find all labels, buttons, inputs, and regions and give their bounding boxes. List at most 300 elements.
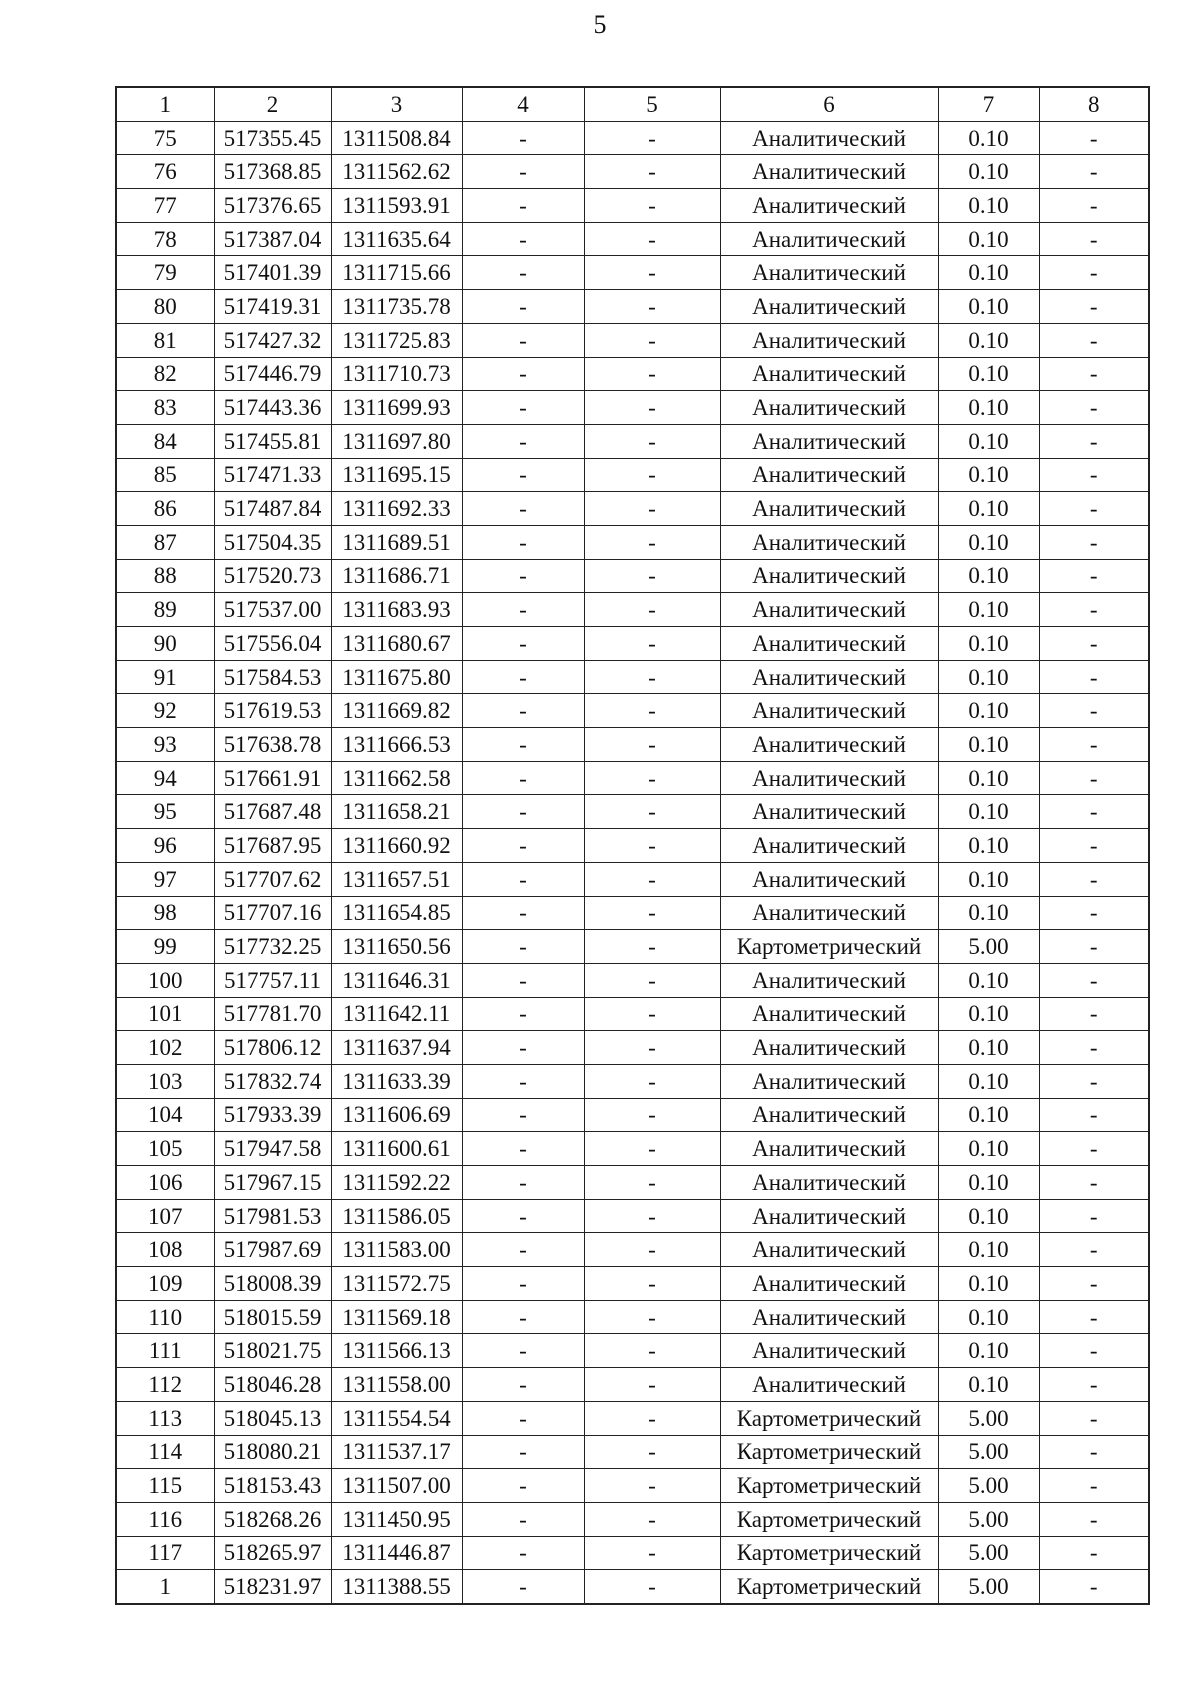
table-cell: 107: [116, 1199, 214, 1233]
table-cell: 0.10: [938, 458, 1039, 492]
table-cell: 518008.39: [214, 1267, 331, 1301]
table-cell: 0.10: [938, 121, 1039, 155]
table-cell: 0.10: [938, 1267, 1039, 1301]
table-cell: 518080.21: [214, 1435, 331, 1469]
table-cell: 100: [116, 963, 214, 997]
table-cell: -: [462, 694, 584, 728]
table-cell: 93: [116, 728, 214, 762]
table-cell: Аналитический: [720, 559, 938, 593]
table-cell: -: [584, 1469, 720, 1503]
table-cell: 0.10: [938, 1098, 1039, 1132]
table-cell: -: [584, 1031, 720, 1065]
table-cell: 517981.53: [214, 1199, 331, 1233]
table-cell: -: [1039, 1233, 1149, 1267]
table-cell: Аналитический: [720, 357, 938, 391]
table-cell: Аналитический: [720, 458, 938, 492]
table-row: [116, 391, 1149, 425]
table-cell: -: [462, 829, 584, 863]
table-cell: -: [1039, 1502, 1149, 1536]
table-cell: Аналитический: [720, 795, 938, 829]
table-cell: -: [584, 391, 720, 425]
table-cell: -: [462, 930, 584, 964]
table-cell: 0.10: [938, 1300, 1039, 1334]
table-cell: -: [584, 323, 720, 357]
table-cell: 1311669.82: [331, 694, 462, 728]
table-cell: -: [462, 458, 584, 492]
table-cell: Картометрический: [720, 1570, 938, 1604]
table-cell: 0.10: [938, 222, 1039, 256]
table-row: [116, 896, 1149, 930]
table-cell: Картометрический: [720, 930, 938, 964]
table-cell: -: [1039, 660, 1149, 694]
table-row: [116, 660, 1149, 694]
table-cell: 0.10: [938, 155, 1039, 189]
table-cell: 106: [116, 1166, 214, 1200]
table-cell: Аналитический: [720, 1064, 938, 1098]
table-cell: -: [584, 1132, 720, 1166]
table-cell: -: [584, 1570, 720, 1604]
table-cell: 517401.39: [214, 256, 331, 290]
table-cell: 1311699.93: [331, 391, 462, 425]
table-row: [116, 963, 1149, 997]
table-row: [116, 1199, 1149, 1233]
table-row: [116, 121, 1149, 155]
table-cell: -: [1039, 525, 1149, 559]
table-cell: Аналитический: [720, 256, 938, 290]
table-cell: -: [584, 1334, 720, 1368]
table-cell: 1311650.56: [331, 930, 462, 964]
table-cell: -: [462, 525, 584, 559]
table-cell: 517520.73: [214, 559, 331, 593]
table-cell: Аналитический: [720, 222, 938, 256]
table-row: [116, 1368, 1149, 1402]
table-cell: 0.10: [938, 761, 1039, 795]
table-row: [116, 559, 1149, 593]
table-cell: -: [462, 593, 584, 627]
table-cell: -: [1039, 896, 1149, 930]
table-cell: 517806.12: [214, 1031, 331, 1065]
table-cell: 90: [116, 627, 214, 661]
table-cell: -: [584, 559, 720, 593]
table-cell: -: [1039, 1199, 1149, 1233]
table-cell: 82: [116, 357, 214, 391]
table-cell: 1311562.62: [331, 155, 462, 189]
table-cell: 0.10: [938, 593, 1039, 627]
table-cell: 1311592.22: [331, 1166, 462, 1200]
table-row: [116, 256, 1149, 290]
table-cell: 517355.45: [214, 121, 331, 155]
table-cell: 0.10: [938, 424, 1039, 458]
table-cell: 1311508.84: [331, 121, 462, 155]
table-row: [116, 492, 1149, 526]
table-cell: 517446.79: [214, 357, 331, 391]
table-cell: Аналитический: [720, 290, 938, 324]
table-cell: 0.10: [938, 323, 1039, 357]
table-cell: 0.10: [938, 1233, 1039, 1267]
table-cell: Аналитический: [720, 1098, 938, 1132]
table-row: [116, 1502, 1149, 1536]
table-cell: 517707.16: [214, 896, 331, 930]
table-cell: 0.10: [938, 1132, 1039, 1166]
table-cell: -: [462, 761, 584, 795]
table-cell: 103: [116, 1064, 214, 1098]
table-cell: 1311569.18: [331, 1300, 462, 1334]
table-cell: -: [584, 424, 720, 458]
table-row: [116, 930, 1149, 964]
table-cell: 0.10: [938, 1368, 1039, 1402]
table-row: [116, 155, 1149, 189]
table-cell: 517619.53: [214, 694, 331, 728]
table-cell: 1311446.87: [331, 1536, 462, 1570]
table-cell: Аналитический: [720, 1300, 938, 1334]
table-cell: 0.10: [938, 829, 1039, 863]
table-cell: 78: [116, 222, 214, 256]
table-cell: 81: [116, 323, 214, 357]
table-cell: 0.10: [938, 357, 1039, 391]
table-cell: 1311554.54: [331, 1401, 462, 1435]
table-cell: 1311683.93: [331, 593, 462, 627]
table-cell: -: [1039, 728, 1149, 762]
table-cell: -: [584, 1064, 720, 1098]
table-cell: -: [584, 1401, 720, 1435]
table-cell: -: [584, 1435, 720, 1469]
table-cell: -: [1039, 1031, 1149, 1065]
table-cell: -: [584, 660, 720, 694]
table-cell: -: [462, 189, 584, 223]
table-cell: 5.00: [938, 1401, 1039, 1435]
table-cell: 517443.36: [214, 391, 331, 425]
table-cell: 117: [116, 1536, 214, 1570]
table-cell: 1311689.51: [331, 525, 462, 559]
table-cell: -: [1039, 963, 1149, 997]
table-cell: Аналитический: [720, 728, 938, 762]
column-header: 2: [214, 87, 331, 121]
table-cell: 1311507.00: [331, 1469, 462, 1503]
table-cell: -: [1039, 1166, 1149, 1200]
table-header-row: [116, 87, 1149, 121]
table-cell: 517987.69: [214, 1233, 331, 1267]
table-cell: 0.10: [938, 728, 1039, 762]
table-cell: 517661.91: [214, 761, 331, 795]
table-cell: 1311635.64: [331, 222, 462, 256]
table-cell: 1311654.85: [331, 896, 462, 930]
table-cell: -: [584, 290, 720, 324]
table-cell: -: [584, 627, 720, 661]
table-cell: 0.10: [938, 694, 1039, 728]
table-cell: 517687.95: [214, 829, 331, 863]
table-cell: -: [462, 1536, 584, 1570]
table-cell: 96: [116, 829, 214, 863]
table-cell: 517455.81: [214, 424, 331, 458]
table-cell: 5.00: [938, 1570, 1039, 1604]
table-cell: Аналитический: [720, 660, 938, 694]
table-cell: 1311675.80: [331, 660, 462, 694]
table-cell: 1311606.69: [331, 1098, 462, 1132]
table-cell: -: [1039, 121, 1149, 155]
table-row: [116, 1536, 1149, 1570]
table-row: [116, 593, 1149, 627]
table-row: [116, 862, 1149, 896]
table-cell: 518046.28: [214, 1368, 331, 1402]
table-cell: 111: [116, 1334, 214, 1368]
table-cell: 87: [116, 525, 214, 559]
table-cell: 518015.59: [214, 1300, 331, 1334]
table-cell: -: [462, 1233, 584, 1267]
table-cell: -: [1039, 357, 1149, 391]
table-cell: 517757.11: [214, 963, 331, 997]
table-cell: -: [462, 963, 584, 997]
table-row: [116, 189, 1149, 223]
table-cell: 0.10: [938, 627, 1039, 661]
table-cell: -: [584, 357, 720, 391]
table-cell: 94: [116, 761, 214, 795]
table-cell: 75: [116, 121, 214, 155]
table-cell: -: [462, 627, 584, 661]
table-cell: 1311637.94: [331, 1031, 462, 1065]
table-cell: -: [462, 155, 584, 189]
table-cell: 517471.33: [214, 458, 331, 492]
table-cell: -: [584, 1166, 720, 1200]
table-cell: -: [1039, 1064, 1149, 1098]
table-cell: -: [584, 1199, 720, 1233]
table-cell: 517487.84: [214, 492, 331, 526]
table-cell: -: [462, 391, 584, 425]
table-cell: 115: [116, 1469, 214, 1503]
table-cell: 517537.00: [214, 593, 331, 627]
table-cell: -: [584, 155, 720, 189]
table-row: [116, 694, 1149, 728]
table-cell: 1311566.13: [331, 1334, 462, 1368]
table-cell: 517933.39: [214, 1098, 331, 1132]
table-cell: 1311657.51: [331, 862, 462, 896]
table-cell: -: [584, 121, 720, 155]
table-cell: Картометрический: [720, 1469, 938, 1503]
table-cell: -: [462, 1132, 584, 1166]
table-cell: -: [1039, 1469, 1149, 1503]
table-cell: 0.10: [938, 997, 1039, 1031]
table-cell: 1311593.91: [331, 189, 462, 223]
table-cell: 518021.75: [214, 1334, 331, 1368]
table-cell: 83: [116, 391, 214, 425]
table-cell: 518265.97: [214, 1536, 331, 1570]
column-header: 5: [584, 87, 720, 121]
table-cell: -: [462, 256, 584, 290]
table-cell: -: [1039, 222, 1149, 256]
table-cell: Аналитический: [720, 323, 938, 357]
table-cell: -: [462, 862, 584, 896]
table-cell: 1311710.73: [331, 357, 462, 391]
table-row: [116, 424, 1149, 458]
table-cell: -: [584, 593, 720, 627]
table-cell: 0.10: [938, 290, 1039, 324]
table-cell: -: [1039, 862, 1149, 896]
table-cell: 0.10: [938, 862, 1039, 896]
column-header: 3: [331, 87, 462, 121]
table-row: [116, 1098, 1149, 1132]
table-cell: 517967.15: [214, 1166, 331, 1200]
table-cell: -: [462, 795, 584, 829]
table-cell: -: [584, 862, 720, 896]
table-cell: -: [1039, 795, 1149, 829]
table-cell: Аналитический: [720, 593, 938, 627]
table-cell: 109: [116, 1267, 214, 1301]
table-cell: 517707.62: [214, 862, 331, 896]
table-cell: 517832.74: [214, 1064, 331, 1098]
table-row: [116, 1401, 1149, 1435]
table-cell: Аналитический: [720, 424, 938, 458]
table-cell: -: [462, 323, 584, 357]
table-cell: 1311735.78: [331, 290, 462, 324]
table-cell: 1311695.15: [331, 458, 462, 492]
table-cell: -: [462, 1570, 584, 1604]
table-cell: Аналитический: [720, 896, 938, 930]
table-cell: 89: [116, 593, 214, 627]
table-cell: Аналитический: [720, 761, 938, 795]
table-cell: -: [462, 1435, 584, 1469]
table-cell: -: [584, 525, 720, 559]
table-cell: 1311680.67: [331, 627, 462, 661]
column-header: 7: [938, 87, 1039, 121]
table-cell: -: [584, 930, 720, 964]
table-cell: 95: [116, 795, 214, 829]
table-cell: -: [584, 896, 720, 930]
table-cell: 1311686.71: [331, 559, 462, 593]
table-cell: 99: [116, 930, 214, 964]
table-cell: -: [1039, 1536, 1149, 1570]
table-cell: -: [462, 660, 584, 694]
table-row: [116, 1166, 1149, 1200]
table-cell: 1311642.11: [331, 997, 462, 1031]
table-row: [116, 525, 1149, 559]
table-cell: 0.10: [938, 525, 1039, 559]
column-header: 8: [1039, 87, 1149, 121]
table-cell: 0.10: [938, 795, 1039, 829]
table-cell: 517504.35: [214, 525, 331, 559]
table-cell: 1311715.66: [331, 256, 462, 290]
table-cell: Аналитический: [720, 1368, 938, 1402]
table-cell: -: [462, 559, 584, 593]
table-cell: 1311725.83: [331, 323, 462, 357]
table-cell: -: [462, 1502, 584, 1536]
table-cell: Аналитический: [720, 627, 938, 661]
table-cell: 0.10: [938, 559, 1039, 593]
table-cell: 0.10: [938, 1334, 1039, 1368]
table-cell: Аналитический: [720, 492, 938, 526]
table-row: [116, 1469, 1149, 1503]
table-cell: 517419.31: [214, 290, 331, 324]
table-cell: 0.10: [938, 1031, 1039, 1065]
table-cell: Аналитический: [720, 1334, 938, 1368]
table-cell: -: [462, 1031, 584, 1065]
table-cell: 91: [116, 660, 214, 694]
table-cell: 0.10: [938, 1064, 1039, 1098]
table-cell: 518268.26: [214, 1502, 331, 1536]
page-number: 5: [593, 10, 607, 39]
table-cell: -: [584, 458, 720, 492]
table-row: [116, 761, 1149, 795]
table-cell: 105: [116, 1132, 214, 1166]
table-cell: -: [462, 424, 584, 458]
table-cell: 1311558.00: [331, 1368, 462, 1402]
table-row: [116, 1570, 1149, 1604]
table-cell: -: [1039, 1300, 1149, 1334]
table-cell: 85: [116, 458, 214, 492]
table-cell: -: [584, 222, 720, 256]
table-row: [116, 1334, 1149, 1368]
table-row: [116, 1267, 1149, 1301]
table-cell: -: [462, 1334, 584, 1368]
table-cell: -: [584, 1233, 720, 1267]
table-cell: -: [1039, 1435, 1149, 1469]
table-cell: -: [584, 1300, 720, 1334]
table-cell: 0.10: [938, 189, 1039, 223]
table-cell: -: [584, 963, 720, 997]
table-cell: Аналитический: [720, 121, 938, 155]
table-cell: 517387.04: [214, 222, 331, 256]
table-cell: -: [1039, 559, 1149, 593]
table-cell: 0.10: [938, 963, 1039, 997]
table-cell: Аналитический: [720, 963, 938, 997]
table-cell: 0.10: [938, 256, 1039, 290]
table-cell: 0.10: [938, 492, 1039, 526]
column-header: 4: [462, 87, 584, 121]
table-cell: Аналитический: [720, 155, 938, 189]
table-cell: -: [462, 1064, 584, 1098]
table-row: [116, 627, 1149, 661]
table-cell: 104: [116, 1098, 214, 1132]
table-cell: -: [1039, 290, 1149, 324]
table-cell: -: [584, 1368, 720, 1402]
table-cell: -: [1039, 1132, 1149, 1166]
table-row: [116, 290, 1149, 324]
table-cell: -: [584, 189, 720, 223]
table-cell: -: [1039, 1098, 1149, 1132]
table-cell: Аналитический: [720, 189, 938, 223]
table-cell: 1311697.80: [331, 424, 462, 458]
table-row: [116, 728, 1149, 762]
table-cell: -: [462, 1469, 584, 1503]
table-cell: 0.10: [938, 896, 1039, 930]
table-cell: 79: [116, 256, 214, 290]
table-row: [116, 795, 1149, 829]
table-cell: 517732.25: [214, 930, 331, 964]
table-cell: 5.00: [938, 1469, 1039, 1503]
table-cell: 84: [116, 424, 214, 458]
table-cell: 5.00: [938, 1502, 1039, 1536]
table-cell: Картометрический: [720, 1435, 938, 1469]
table-cell: 0.10: [938, 1166, 1039, 1200]
table-cell: -: [462, 1098, 584, 1132]
table-cell: 1311646.31: [331, 963, 462, 997]
table-cell: 517687.48: [214, 795, 331, 829]
table-cell: -: [1039, 189, 1149, 223]
table-cell: 5.00: [938, 1435, 1039, 1469]
table-cell: 92: [116, 694, 214, 728]
table-cell: 1311600.61: [331, 1132, 462, 1166]
table-cell: 1311450.95: [331, 1502, 462, 1536]
table-cell: -: [462, 896, 584, 930]
table-row: [116, 222, 1149, 256]
table-cell: 1311658.21: [331, 795, 462, 829]
table-cell: 98: [116, 896, 214, 930]
table-cell: Картометрический: [720, 1502, 938, 1536]
table-cell: -: [462, 1368, 584, 1402]
table-cell: 76: [116, 155, 214, 189]
table-row: [116, 1064, 1149, 1098]
table-cell: 80: [116, 290, 214, 324]
table-cell: -: [1039, 694, 1149, 728]
table-cell: -: [1039, 424, 1149, 458]
